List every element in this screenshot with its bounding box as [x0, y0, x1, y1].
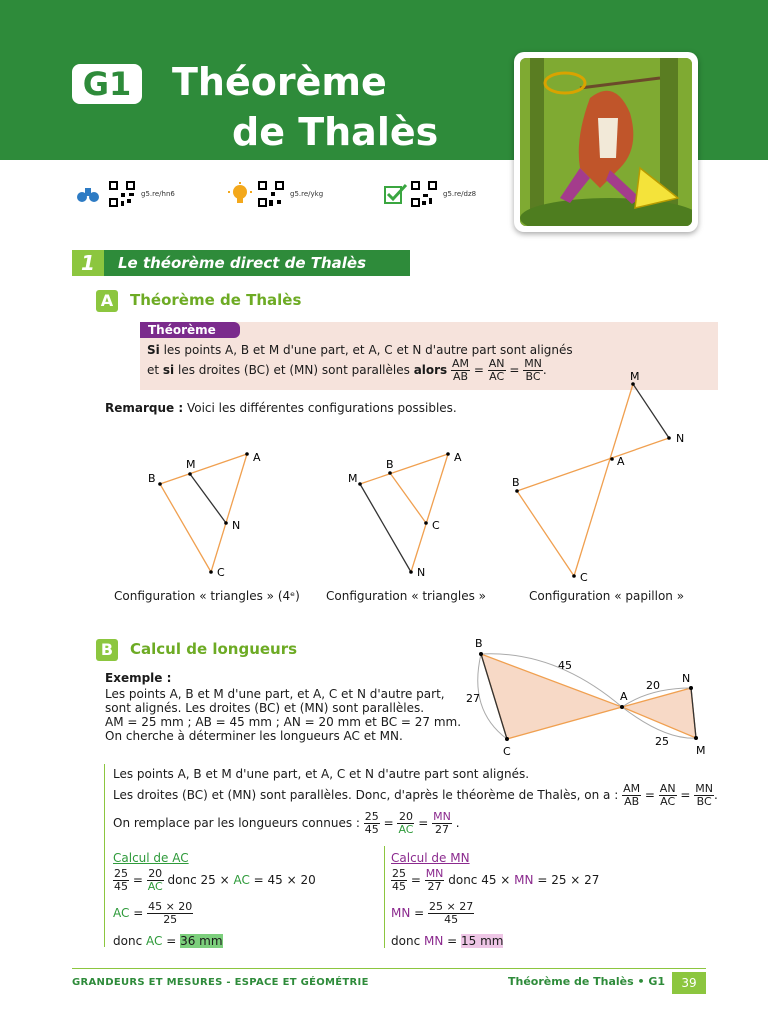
link-ykg[interactable]: g5.re/ykg	[290, 190, 324, 198]
caption-2: Configuration « triangles »	[326, 589, 487, 603]
fig2-label-a: A	[454, 451, 462, 464]
fig1-label-a: A	[253, 451, 261, 464]
section-number: 1	[72, 250, 104, 276]
ac-result-value: 36 mm	[180, 934, 223, 948]
link-dz8[interactable]: g5.re/dz8	[443, 190, 477, 198]
fig2-label-b: B	[386, 458, 394, 471]
fig2-label-n: N	[417, 566, 426, 579]
calc-mn-line1: $\frac{25}{45}$ = $\frac{MN}{27}$ donc 45 × MN = 25 × 27	[392, 867, 600, 893]
fig3-label-b: B	[512, 476, 520, 489]
solution-frac1: $\frac{AM}{AB}$	[623, 782, 641, 808]
footer-chapter: Théorème de Thalès • G1	[508, 975, 666, 988]
fig3-label-m: M	[630, 370, 640, 383]
solution-frac2: $\frac{AN}{AC}$	[659, 782, 676, 808]
page-title-line2: de Thalès	[232, 110, 439, 154]
calc-ac-result: donc AC = 36 mm	[113, 934, 223, 948]
fig2-label-c: C	[432, 519, 440, 532]
subsection-title-b: Calcul de longueurs	[130, 640, 298, 658]
example-line: Les points A, B et M d'une part, et A, C et N d'autre part,	[105, 687, 445, 701]
example-figure	[460, 630, 720, 760]
theorem-si: Si	[147, 343, 160, 357]
caption-3: Configuration « papillon »	[529, 589, 685, 603]
calc-mn-result: donc MN = 15 mm	[391, 934, 504, 948]
subsection-letter-a: A	[96, 290, 118, 312]
ex-label-m: M	[696, 744, 706, 757]
solution-frac3: $\frac{MN}{BC}$	[695, 782, 713, 808]
theorem-line1-text: les points A, B et M d'une part, et A, C et N d'autre part sont alignés	[159, 343, 573, 357]
ex-length-bc: 27	[466, 692, 480, 705]
chapter-badge: G1	[72, 64, 142, 104]
fig1-label-m: M	[186, 458, 196, 471]
fig1-label-b: B	[148, 472, 156, 485]
theorem-line2: et si les droites (BC) et (MN) sont parallèles alors $\frac{AM}{AB}$ = $\frac{AN}{AC}$ = $\frac{MN}{BC}$ .	[147, 357, 547, 383]
footer-rule	[72, 968, 706, 969]
ex-label-c: C	[503, 745, 511, 758]
footer-domain: GRANDEURS ET MESURES - ESPACE ET GÉOMÉTRIE	[72, 977, 369, 988]
fig1-label-n: N	[232, 519, 241, 532]
remark-label: Remarque :	[105, 401, 184, 415]
solution-rule	[104, 764, 105, 947]
fig3-label-n: N	[676, 432, 685, 445]
link-hn6[interactable]: g5.re/hn6	[141, 190, 175, 198]
calc-ac-line1: $\frac{25}{45}$ = $\frac{20}{AC}$ donc 25 × AC = 45 × 20	[114, 867, 316, 893]
figure-triangles-4e	[148, 451, 261, 579]
fig1-label-c: C	[217, 566, 225, 579]
mn-result-value: 15 mm	[461, 934, 504, 948]
ex-length-ab: 45	[558, 659, 572, 672]
subsection-title-a: Théorème de Thalès	[130, 291, 302, 309]
solution-line3: On remplace par les longueurs connues : $\frac{25}{45}$ = $\frac{20}{AC}$ = $\frac{MN}{27}$ .	[113, 810, 460, 836]
theorem-et: et	[147, 363, 163, 377]
fig3-label-a: A	[617, 455, 625, 468]
ex-length-an: 20	[646, 679, 660, 692]
example-line: sont alignés. Les droites (BC) et (MN) sont parallèles.	[105, 701, 425, 715]
page-title-line1: Théorème	[172, 60, 387, 104]
example-line: On cherche à déterminer les longueurs AC et MN.	[105, 729, 403, 743]
section-title: Le théorème direct de Thalès	[118, 254, 367, 272]
solution-line1: Les points A, B et M d'une part, et A, C et N d'autre part sont alignés.	[113, 767, 530, 781]
ex-label-n: N	[682, 672, 691, 685]
example-label: Exemple :	[105, 671, 172, 685]
calc-mn-line2: MN = $\frac{25 \times 27}{45}$	[391, 900, 474, 926]
remark-text: Voici les différentes configurations possibles.	[183, 401, 457, 415]
theorem-alors: alors	[413, 363, 448, 377]
column-divider	[384, 846, 385, 948]
theorem-tag: Théorème	[140, 322, 240, 338]
theorem-frac1: $\frac{AM}{AB}$	[452, 357, 470, 383]
figure-triangles	[348, 451, 462, 579]
theorem-si2: si	[162, 363, 175, 377]
ex-label-a: A	[620, 690, 628, 703]
figure-papillon	[512, 370, 684, 584]
theorem-frac2: $\frac{AN}{AC}$	[488, 357, 505, 383]
example-text	[105, 687, 461, 743]
theorem-line2-text: les droites (BC) et (MN) sont parallèles	[174, 363, 414, 377]
calc-ac-heading: Calcul de AC	[113, 851, 189, 865]
ex-length-am: 25	[655, 735, 669, 748]
fig2-label-m: M	[348, 472, 358, 485]
calc-mn-heading: Calcul de MN	[391, 851, 470, 865]
example-line: AM = 25 mm ; AB = 45 mm ; AN = 20 mm et BC = 27 mm.	[105, 715, 462, 729]
theorem-frac3: $\frac{MN}{BC}$	[524, 357, 542, 383]
solution-line2: Les droites (BC) et (MN) sont parallèles. Donc, d'après le théorème de Thalès, on a : $\frac{AM}{AB}$ = $\frac{AN}{AC}$ = $\frac{MN}{BC}$ .	[113, 782, 718, 808]
subsection-letter-b: B	[96, 639, 118, 661]
ex-label-b: B	[475, 637, 483, 650]
fig3-label-c: C	[580, 571, 588, 584]
caption-1: Configuration « triangles » (4ᵉ)	[114, 589, 300, 603]
page-number: 39	[672, 972, 706, 994]
calc-ac-line2: AC = $\frac{45 \times 20}{25}$	[113, 900, 193, 926]
